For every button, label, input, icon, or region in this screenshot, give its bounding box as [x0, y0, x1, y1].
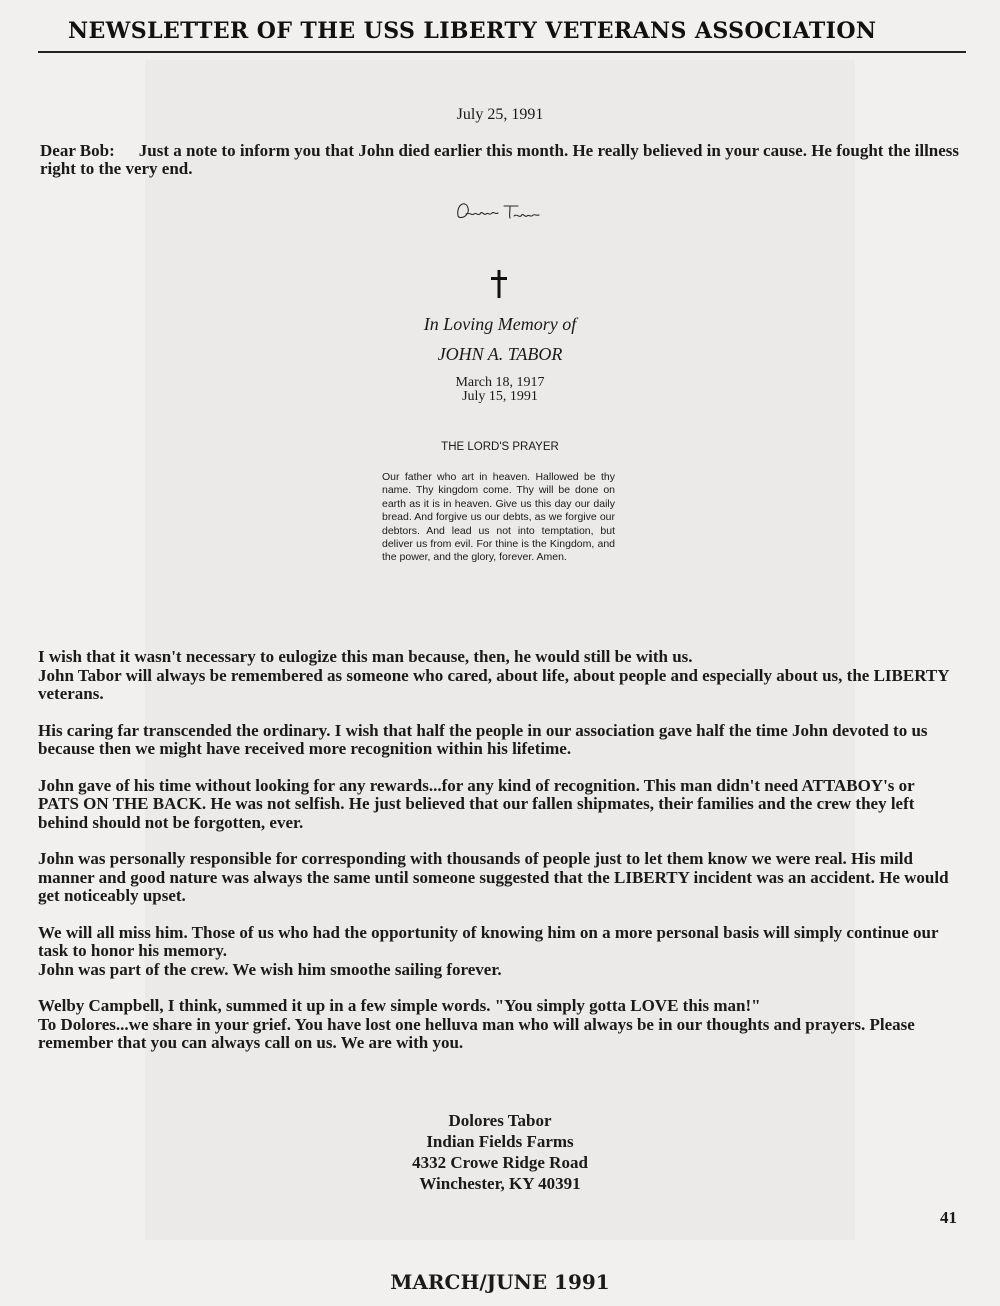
- masthead-title: NEWSLETTER OF THE USS LIBERTY VETERANS ASSOCIATION: [68, 18, 877, 44]
- eulogy-line: Welby Campbell, I think, summed it up in a few simple words. "You simply gotta LOVE this man!": [38, 996, 761, 1015]
- address-farm: Indian Fields Farms: [426, 1132, 574, 1151]
- letter-body: Just a note to inform you that John died earlier this month. He really believed in your cause. He fought the illness right to the very end.: [40, 141, 960, 178]
- address-street: 4332 Crowe Ridge Road: [412, 1153, 588, 1172]
- letter-salutation: Dear Bob:: [40, 141, 115, 160]
- memorial-death-date: July 15, 1991: [462, 389, 538, 404]
- prayer-title: THE LORD'S PRAYER: [441, 441, 559, 453]
- handwritten-signature: [452, 196, 562, 226]
- eulogy-paragraph: [38, 924, 950, 980]
- eulogy-paragraph: His caring far transcended the ordinary. I wish that half the people in our association gave half the time John devoted to us because then we might have received more recognition within his lifetime.: [38, 720, 928, 758]
- letter-text: [40, 142, 970, 178]
- eulogy-line: John was part of the crew. We wish him smoothe sailing forever.: [38, 959, 502, 979]
- contact-address: [0, 1110, 1000, 1194]
- cross-icon: [490, 270, 508, 298]
- memorial-heading: In Loving Memory of: [423, 314, 577, 334]
- eulogy-line: John Tabor will always be remembered as someone who cared, about life, about people and especially about us, the LIBERTY veterans.: [38, 665, 949, 703]
- address-name: Dolores Tabor: [448, 1111, 552, 1130]
- eulogy-paragraph: John gave of his time without looking for any rewards...for any kind of recognition. This man didn't need ATTABOY's or PATS ON THE BACK. He was not selfish. He just believed that our fallen shipmates, their families and the crew they left behind should not be forgotten, ever.: [38, 775, 915, 832]
- prayer-text: Our father who art in heaven. Hallowed be thy name. Thy kingdom come. Thy will be done on earth as it is in heaven. Give us this day our daily bread. And forgive us our debts, as we forgive our debtors. And lead us not into temptation, but deliver us from evil. For thine is the Kingdom, and the power, and the glory, forever. Amen.: [382, 471, 615, 564]
- letter-date: July 25, 1991: [456, 106, 544, 123]
- page-number: 41: [940, 1208, 957, 1227]
- eulogy-line: We will all miss him. Those of us who had the opportunity of knowing him on a more personal basis will simply continue our task to honor his memory.: [38, 922, 939, 960]
- eulogy-line: To Dolores...we share in your grief. You have lost one helluva man who will always be in our thoughts and prayers. Please remember that you can always call on us. We are with you.: [38, 1014, 915, 1052]
- eulogy-line: I wish that it wasn't necessary to eulogize this man because, then, he would still be with us.: [38, 647, 693, 666]
- address-city: Winchester, KY 40391: [419, 1174, 581, 1193]
- eulogy-paragraph: John was personally responsible for corresponding with thousands of people just to let them know we were real. His mild manner and good nature was always the same until someone suggested that the LIBERTY incident was an accident. He would get noticeably upset.: [38, 849, 949, 905]
- eulogy-paragraph: [38, 997, 950, 1053]
- memorial-name: JOHN A. TABOR: [437, 344, 563, 364]
- memorial-birth-date: March 18, 1917: [455, 375, 545, 390]
- eulogy-paragraph: [38, 648, 950, 704]
- masthead-rule: [38, 51, 966, 53]
- issue-date: MARCH/JUNE 1991: [390, 1270, 610, 1294]
- eulogy-body: [38, 648, 950, 1071]
